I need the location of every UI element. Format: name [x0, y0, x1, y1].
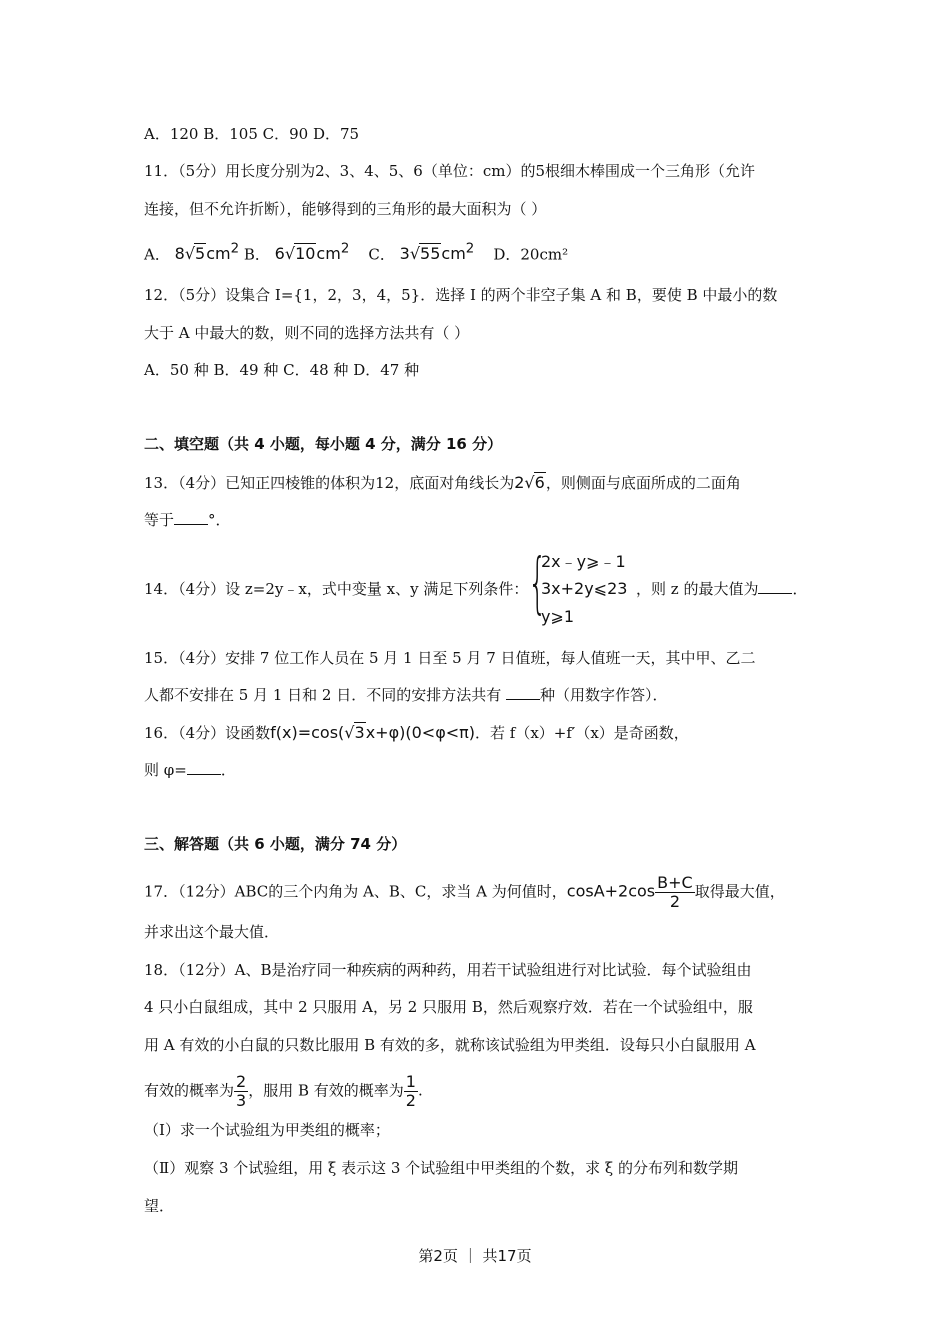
q14-answer-blank[interactable]: [758, 579, 792, 594]
q16-f-post: x+φ)(0<φ<π): [365, 723, 476, 742]
q17-fraction: [655, 874, 695, 911]
q11-opt-a-label: A．: [144, 245, 170, 264]
q11-opt-c-unit: cm: [441, 244, 466, 264]
q16-line2-pre: 则 φ=: [144, 761, 187, 779]
q18-part2: （Ⅱ）观察 3 个试验组，用 ξ 表示这 3 个试验组中甲类组的个数，求 ξ 的分布列和数学期: [144, 1159, 738, 1177]
q17-post: 取得最大值，: [694, 882, 785, 901]
q11-opt-c-exp: 2: [465, 242, 475, 257]
q16-rad: 3: [354, 723, 365, 742]
q11-opt-b-exp: 2: [340, 242, 350, 257]
q13-text-post: ，则侧面与底面所成的二面角: [545, 474, 741, 492]
q18-fraction-a: [234, 1073, 248, 1110]
q18-line2: 4 只小白鼠组成，其中 2 只服用 A，另 2 只服用 B，然后观察疗效．若在一个试验组中，服: [144, 998, 753, 1016]
q11-opt-d: D．20cm²: [493, 245, 569, 264]
q16-pre: 16．（4分）设函数: [144, 724, 271, 742]
q18-line3: 用 A 有效的小白鼠的只数比服用 B 有效的多，就称该试验组为甲类组．设每只小白鼠服用 A: [144, 1036, 756, 1054]
q18-fraction-b: [404, 1073, 418, 1110]
q18-frac-b-den: 2: [405, 1091, 416, 1110]
q11-opt-a-exp: 2: [230, 242, 240, 257]
q13-text-pre: 13．（4分）已知正四棱锥的体积为12，底面对角线长为: [144, 474, 515, 492]
q11-opt-b-coef: 6: [274, 244, 285, 264]
q17-line2: 并求出这个最大值．: [144, 923, 280, 941]
q17-frac-num: B+C: [657, 873, 693, 892]
q17-pre: 17．（12分）ABC的三个内角为 A、B、C，求当 A 为何值时，: [144, 882, 567, 901]
q11-opt-c-rad: 55: [420, 244, 441, 264]
q11-line2: 连接，但不允许折断），能够得到的三角形的最大面积为（ ）: [144, 200, 547, 218]
section-2-heading: 二、填空题（共 4 小题，每小题 4 分，满分 16 分）: [144, 435, 503, 453]
q14-condition-system: [528, 544, 648, 629]
q13-radical: 2√6: [514, 473, 545, 492]
q11-opt-b-unit: cm: [316, 244, 341, 264]
q13-answer-blank[interactable]: [174, 510, 208, 525]
q11-line1: 11．（5分）用长度分别为2、3、4、5、6（单位：cm）的5根细木棒围成一个三角形（允许: [144, 162, 756, 180]
q18-part1: （Ⅰ）求一个试验组为甲类组的概率；: [144, 1121, 390, 1139]
q12-options: A．50 种 B．49 种 C．48 种 D．47 种: [144, 361, 420, 379]
q16-f-pre: f(x)=cos(: [270, 723, 345, 742]
q16-answer-blank[interactable]: [187, 760, 221, 775]
q15-line2-post: 种（用数字作答）．: [540, 686, 668, 704]
q15-line1: 15．（4分）安排 7 位工作人员在 5 月 1 日至 5 月 7 日值班，每人值班一天，其中甲、乙二: [144, 649, 756, 667]
q16-function: f(x)=cos(√3x+φ)(0<φ<π): [270, 723, 476, 742]
page-footer: 第2页 ｜ 共17页: [418, 1247, 532, 1265]
q15-answer-blank[interactable]: [506, 685, 540, 700]
q13-line1: [144, 472, 741, 493]
q11-opt-a: $8√5cm^2$: [174, 242, 240, 264]
q15-line2-pre: 人都不安排在 5 月 1 日和 2 日．不同的安排方法共有: [144, 686, 507, 704]
section-3-heading: 三、解答题（共 6 小题，满分 74 分）: [144, 835, 407, 853]
q15-line2: [144, 685, 668, 705]
q17-frac-den: 2: [669, 892, 681, 911]
q11-opt-b-rad: 10: [295, 244, 316, 264]
q18-line1: 18．（12分）A、B是治疗同一种疾病的两种药，用若干试验组进行对比试验．每个试验组由: [144, 961, 752, 979]
q14-post: [636, 579, 807, 599]
q11-opt-a-coef: 8: [174, 244, 185, 264]
q16-line2: [144, 760, 236, 780]
q11-opt-c-label: C．: [368, 245, 395, 264]
q12-line1: 12．（5分）设集合 I={1，2，3，4，5}．选择 I 的两个非空子集 A 和 B，要使 B 中最小的数: [144, 286, 778, 304]
q18-frac-a-num: 2: [236, 1072, 247, 1091]
q10-options: A．120 B．105 C．90 D．75: [144, 125, 360, 143]
q18-line4-end: .: [417, 1081, 423, 1100]
q18-line4-mid: ，服用 B 有效的概率为: [248, 1081, 404, 1100]
q18-frac-b-num: 1: [405, 1072, 416, 1091]
q16-line1: [144, 722, 689, 743]
q13-line2-post: °．: [208, 511, 231, 529]
q11-opt-b: $6√10cm^2$: [274, 242, 350, 264]
q11-options: [144, 240, 568, 264]
q13-line2: [144, 510, 231, 530]
q14-end: ．: [792, 580, 808, 598]
q14-post-text: ，则 z 的最大值为: [636, 580, 759, 598]
q14-brace: {: [528, 544, 547, 621]
q18-part2-end: 望．: [144, 1197, 175, 1215]
q14-pre: 14．（4分）设 z=2y﹣x，式中变量 x、y 满足下列条件：: [144, 580, 529, 598]
q18-line4-pre: 有效的概率为: [144, 1081, 235, 1100]
q11-opt-c: $3√55cm^2$: [399, 242, 475, 264]
q14-cond1: 2x﹣y⩾﹣1: [541, 552, 626, 571]
q13-line2-pre: 等于: [144, 511, 175, 529]
q18-frac-a-den: 3: [236, 1091, 247, 1110]
q13-rad: 6: [534, 473, 545, 492]
q11-opt-b-label: B．: [243, 245, 270, 264]
q16-line2-post: ．: [220, 761, 236, 779]
q16-post: ．若 f（x）+f′（x）是奇函数，: [475, 724, 689, 742]
q11-opt-a-rad: 5: [195, 244, 206, 264]
q11-opt-c-coef: 3: [399, 244, 410, 264]
q12-line2: 大于 A 中最大的数，则不同的选择方法共有（ ）: [144, 324, 470, 342]
q17-expr: cosA+2cos: [566, 881, 656, 901]
q11-opt-a-unit: cm: [206, 244, 231, 264]
q14-cond3: y⩾1: [541, 607, 575, 626]
q18-line4: [144, 1073, 423, 1110]
q13-coef: 2: [514, 473, 525, 492]
q14-cond2: 3x+2y⩽23: [541, 579, 628, 598]
q17-line1: [144, 874, 785, 911]
